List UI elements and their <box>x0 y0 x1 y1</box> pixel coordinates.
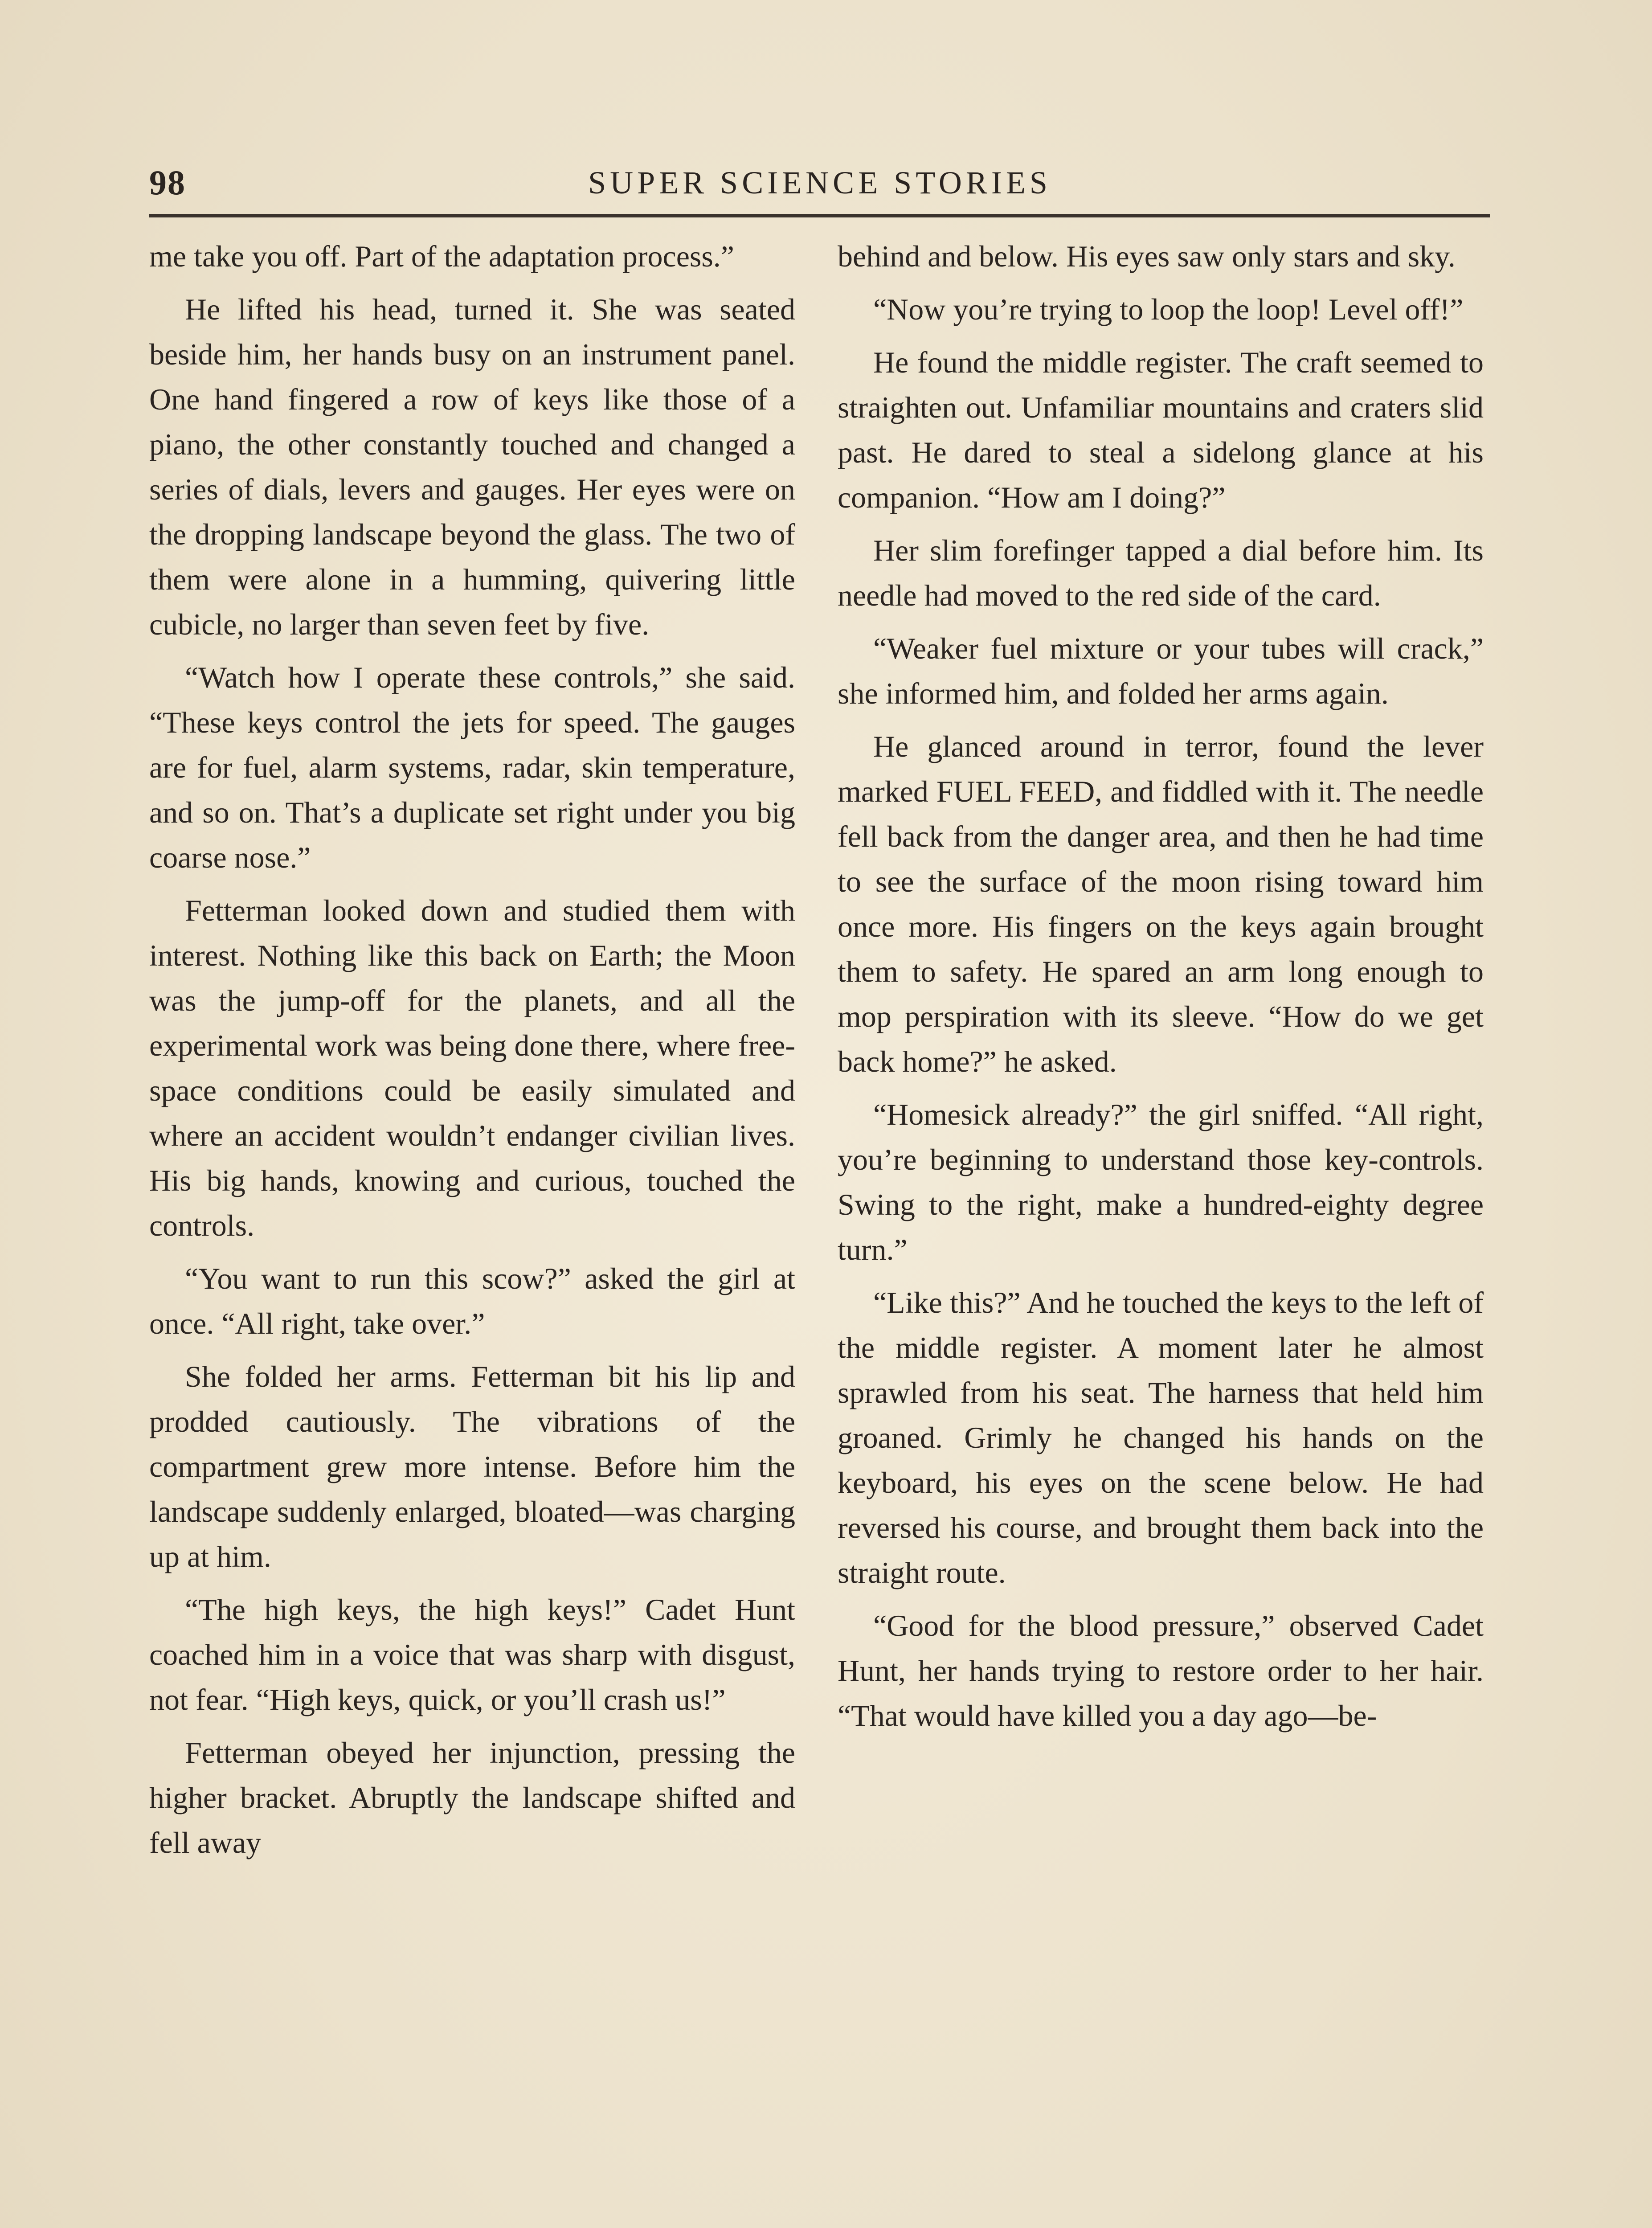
paragraph: “Weaker fuel mixture or your tubes will crack,” she informed him, and folded her arms again. <box>838 631 1484 710</box>
header-rule <box>149 214 1490 217</box>
page-number: 98 <box>149 163 186 202</box>
paragraph: “The high keys, the high keys!” Cadet Hunt coached him in a voice that was sharp with disgust, not fear. “High keys, quick, or you’ll crash us!” <box>149 1593 795 1716</box>
paragraph: “You want to run this scow?” asked the girl at once. “All right, take over.” <box>149 1261 795 1340</box>
right-column <box>838 234 1484 1746</box>
paragraph: Fetterman obeyed her injunction, pressing the higher bracket. Abruptly the landscape shifted and fell away <box>149 1736 795 1859</box>
paragraph: He lifted his head, turned it. She was seated beside him, her hands busy on an instrument panel. One hand fingered a row of keys like those of a piano, the other constantly touched and changed a series of dials, levers and gauges. Her eyes were on the dropping landscape beyond the glass. The two of them were alone in a humming, quivering little cubicle, no larger than seven feet by five. <box>149 292 795 641</box>
paragraph: She folded her arms. Fetterman bit his lip and prodded cautiously. The vibrations of the compartment grew more intense. Before him the landscape suddenly enlarged, bloated—was charging up at him. <box>149 1360 795 1573</box>
paragraph: He found the middle register. The craft seemed to straighten out. Unfamiliar mountains and craters slid past. He dared to steal a sidelong glance at his companion. “How am I doing?” <box>838 345 1484 514</box>
paragraph: He glanced around in terror, found the lever marked FUEL FEED, and fiddled with it. The needle fell back from the danger area, and then he had time to see the surface of the moon rising toward him once more. His fingers on the keys again brought them to safety. He spared an arm long enough to mop perspiration with its sleeve. “How do we get back home?” he asked. <box>838 729 1484 1078</box>
paragraph: “Homesick already?” the girl sniffed. “All right, you’re beginning to understand those key-controls. Swing to the right, make a hundred-eighty degree turn.” <box>838 1098 1484 1266</box>
paragraph: “Good for the blood pressure,” observed Cadet Hunt, her hands trying to restore order to her hair. “That would have killed you a day ago—be- <box>838 1609 1484 1732</box>
paragraph: “Like this?” And he touched the keys to the left of the middle register. A moment later he almost sprawled from his seat. The harness that held him groaned. Grimly he changed his hands on the keyboard, his eyes on the scene below. He had reversed his course, and brought them back into the straight route. <box>838 1286 1484 1589</box>
paragraph: “Watch how I operate these controls,” she said. “These keys control the jets for speed. The gauges are for fuel, alarm systems, radar, skin temperature, and so on. That’s a duplicate set right under you big coarse nose.” <box>149 660 795 874</box>
paragraph: Fetterman looked down and studied them with interest. Nothing like this back on Earth; the Moon was the jump-off for the planets, and all the experimental work was being done there, where free-space conditions could be easily simulated and where an accident wouldn’t endanger civilian lives. His big hands, knowing and curious, touched the controls. <box>149 893 796 1242</box>
page-header <box>149 158 1490 212</box>
paragraph: Her slim forefinger tapped a dial before him. Its needle had moved to the red side of the card. <box>838 533 1484 612</box>
left-column <box>149 234 795 1873</box>
paragraph: behind and below. His eyes saw only stars and sky. <box>838 239 1456 273</box>
paragraph: “Now you’re trying to loop the loop! Level off!” <box>873 292 1464 326</box>
paragraph: me take you off. Part of the adaptation process.” <box>149 239 734 273</box>
running-head: SUPER SCIENCE STORIES <box>588 165 1051 201</box>
